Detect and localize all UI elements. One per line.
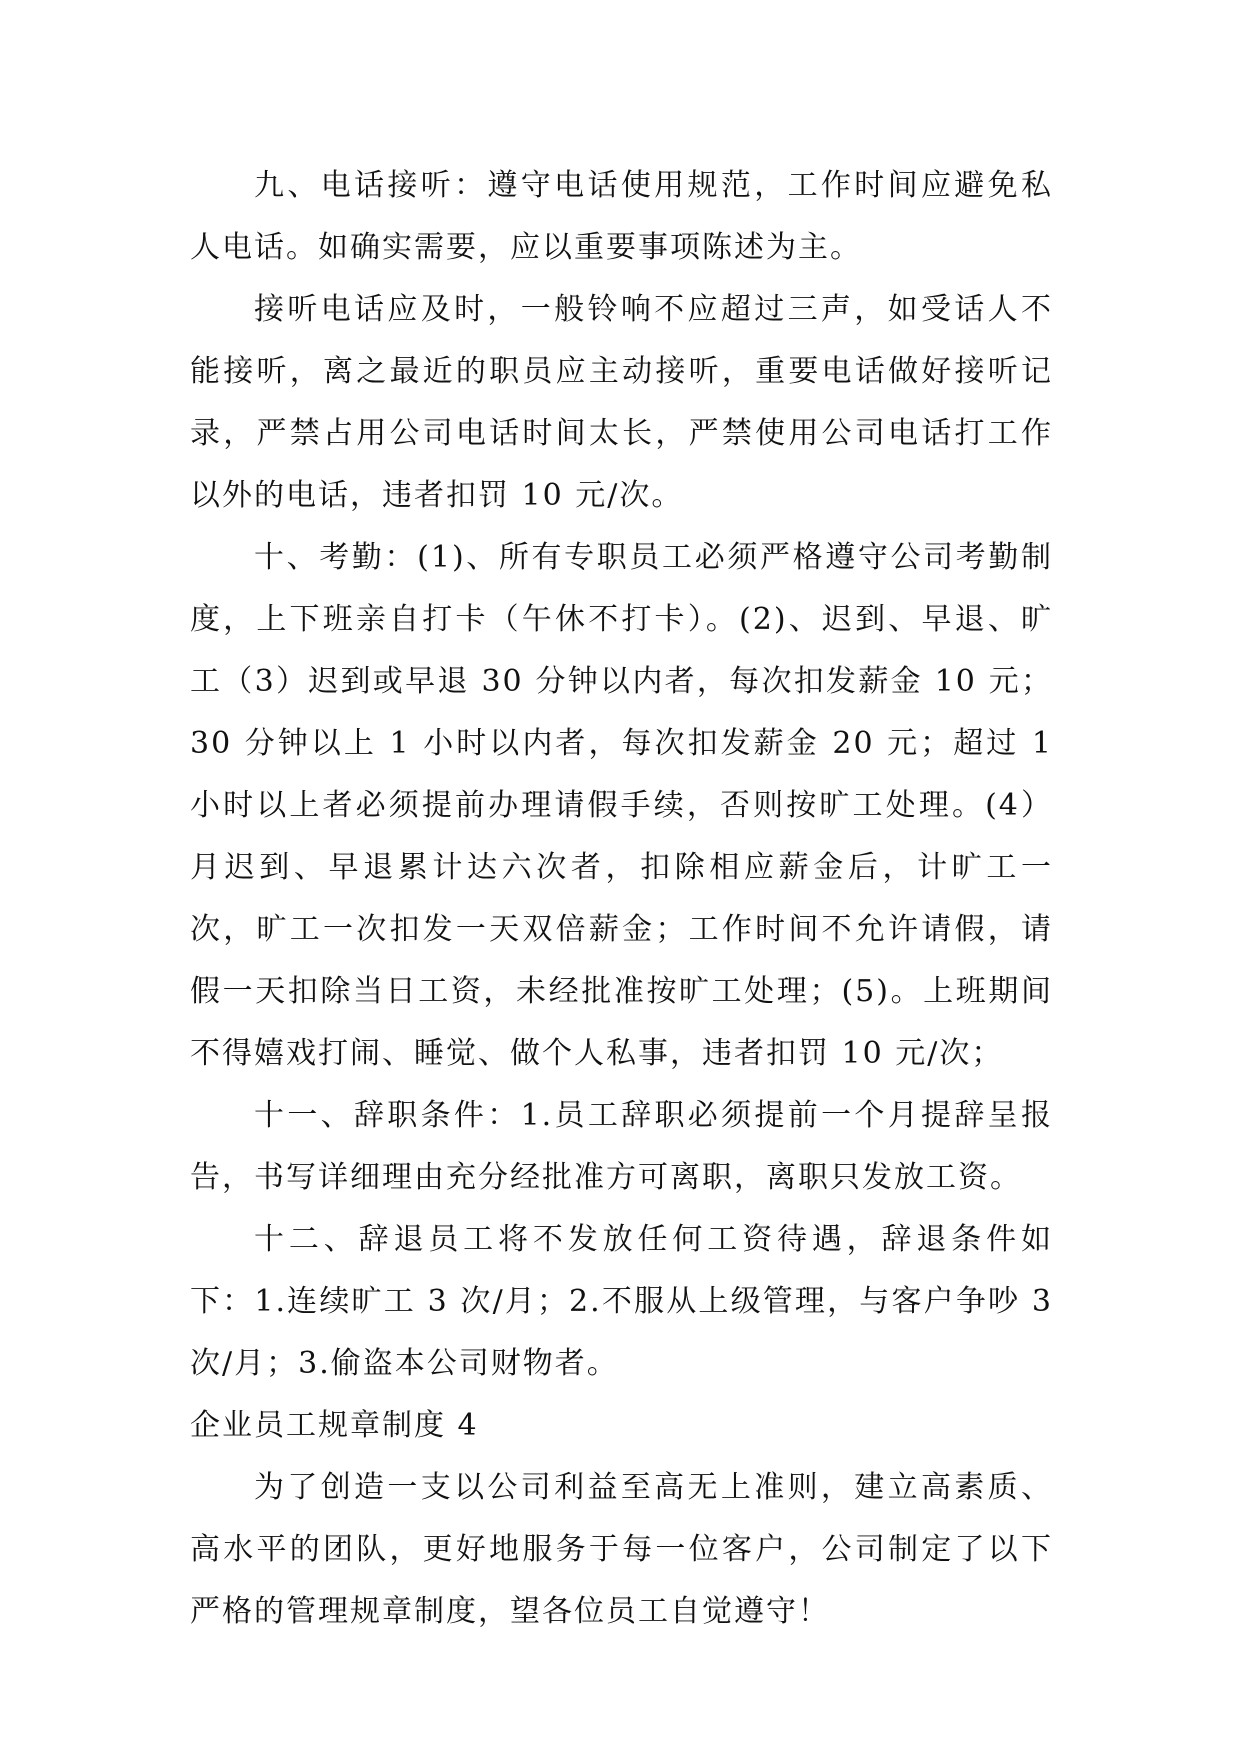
paragraph-phone-answering: 接听电话应及时，一般铃响不应超过三声，如受话人不能接听，离之最近的职员应主动接听，重要电话做好接听记录，严禁占用公司电话时间太长，严禁使用公司电话打工作以外的电话，违者扣罚 10 元/次。 <box>190 292 1053 513</box>
paragraph-phone-rules: 九、电话接听：遵守电话使用规范，工作时间应避免私人电话。如确实需要，应以重要事项陈述为主。 <box>190 168 1053 265</box>
section-title: 企业员工规章制度 4 <box>190 1408 479 1443</box>
paragraph-attendance: 十、考勤：(1)、所有专职员工必须严格遵守公司考勤制度，上下班亲自打卡（午休不打卡）。(2)、迟到、早退、旷工（3）迟到或早退 30 分钟以内者，每次扣发薪金 10 元；30 分钟以上 1 小时以内者，每次扣发薪金 20 元；超过 1 小时以上者必须提前办理请假手续，否则按旷工处理。(4）月迟到、早退累计达六次者，扣除相应薪金后，计旷工一次，旷工一次扣发一天双倍薪金；工作时间不允许请假，请假一天扣除当日工资，未经批准按旷工处理；(5)。上班期间不得嬉戏打闹、睡觉、做个人私事，违者扣罚 10 元/次； <box>190 540 1053 1071</box>
paragraph-resignation: 十一、辞职条件：1.员工辞职必须提前一个月提辞呈报告，书写详细理由充分经批准方可离职，离职只发放工资。 <box>190 1098 1053 1195</box>
paragraph-dismissal: 十二、辞退员工将不发放任何工资待遇，辞退条件如下：1.连续旷工 3 次/月；2.不服从上级管理，与客户争吵 3 次/月；3.偷盗本公司财物者。 <box>190 1222 1053 1381</box>
document-body <box>190 155 1053 1643</box>
paragraph-intro: 为了创造一支以公司利益至高无上准则，建立高素质、高水平的团队，更好地服务于每一位客户，公司制定了以下严格的管理规章制度，望各位员工自觉遵守！ <box>190 1470 1053 1629</box>
